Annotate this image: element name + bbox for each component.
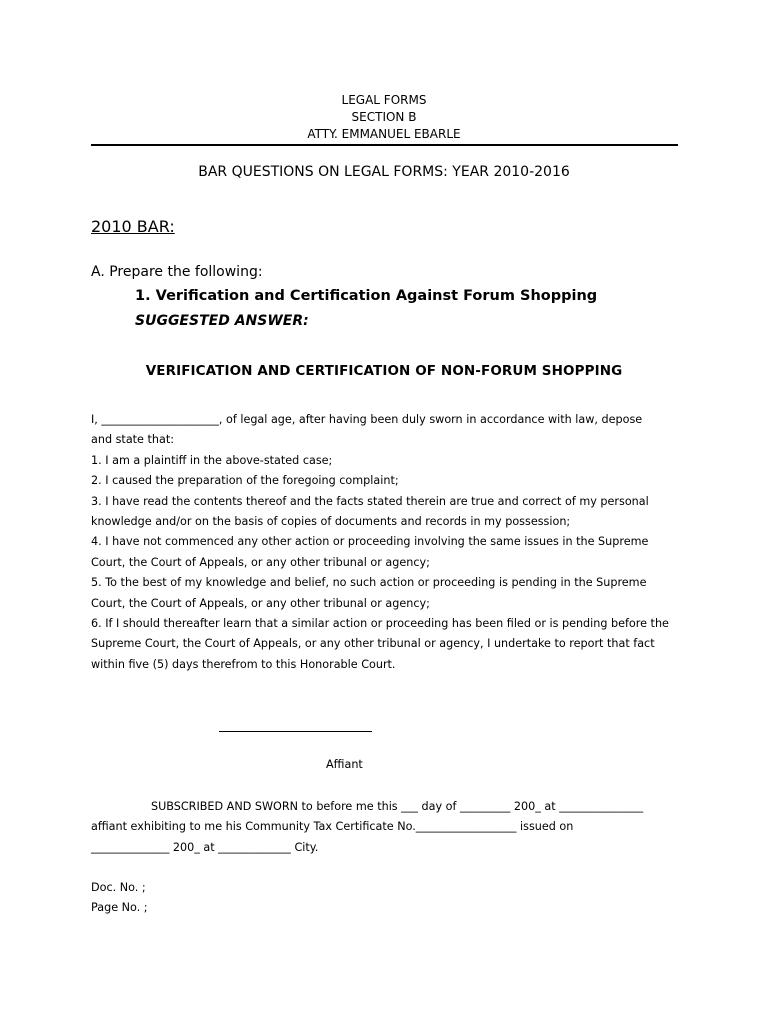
jurat-line: SUBSCRIBED AND SWORN to before me this ___ day of _________ 200_ at _______________ [151, 800, 644, 813]
form-line: 1. I am a plaintiff in the above-stated case; [91, 453, 333, 467]
doc-no: Doc. No. ; [91, 881, 146, 894]
jurat-line: ______________ 200_ at _____________ City. [91, 840, 319, 854]
form-line: 5. To the best of my knowledge and belief, no such action or proceeding is pending in the Supreme [91, 576, 647, 590]
form-line: Court, the Court of Appeals, or any other tribunal or agency; [91, 596, 430, 610]
section-heading: 2010 BAR: [91, 217, 175, 236]
form-line: and state that: [91, 433, 174, 447]
form-line: 3. I have read the contents thereof and the facts stated therein are true and correct of my personal [91, 494, 649, 508]
suggested-answer-label: SUGGESTED ANSWER: [135, 313, 309, 329]
page-title: BAR QUESTIONS ON LEGAL FORMS: YEAR 2010-2016 [198, 164, 570, 180]
signature-line [219, 731, 372, 732]
affiant-label: Affiant [326, 758, 363, 771]
form-title: VERIFICATION AND CERTIFICATION OF NON-FORUM SHOPPING [145, 363, 623, 379]
header-section: SECTION B [351, 110, 417, 124]
header-divider [91, 144, 678, 146]
instruction-text: A. Prepare the following: [91, 264, 263, 280]
form-line: knowledge and/or on the basis of copies of documents and records in my possession; [91, 514, 571, 528]
jurat-line: affiant exhibiting to me his Community Tax Certificate No.__________________ issued on [91, 820, 574, 834]
form-line: 2. I caused the preparation of the foregoing complaint; [91, 474, 399, 488]
form-line: within five (5) days therefrom to this Honorable Court. [91, 657, 396, 671]
form-line: Supreme Court, the Court of Appeals, or any other tribunal or agency, I undertake to report that fact [91, 637, 655, 651]
header-author: ATTY. EMMANUEL EBARLE [307, 127, 461, 141]
form-line: I, _____________________, of legal age, after having been duly sworn in accordance with law, depose [91, 413, 643, 426]
header-title: LEGAL FORMS [341, 93, 427, 107]
notarial-block [91, 878, 691, 919]
form-body [91, 410, 691, 675]
form-line: Court, the Court of Appeals, or any other tribunal or agency; [91, 555, 430, 569]
question-item: 1. Verification and Certification Against Forum Shopping [135, 288, 598, 304]
jurat-block [91, 797, 691, 858]
form-line: 4. I have not commenced any other action or proceeding involving the same issues in the Supreme [91, 535, 649, 549]
form-line: 6. If I should thereafter learn that a similar action or proceeding has been filed or is pending before the [91, 616, 669, 630]
page-no: Page No. ; [91, 901, 148, 915]
